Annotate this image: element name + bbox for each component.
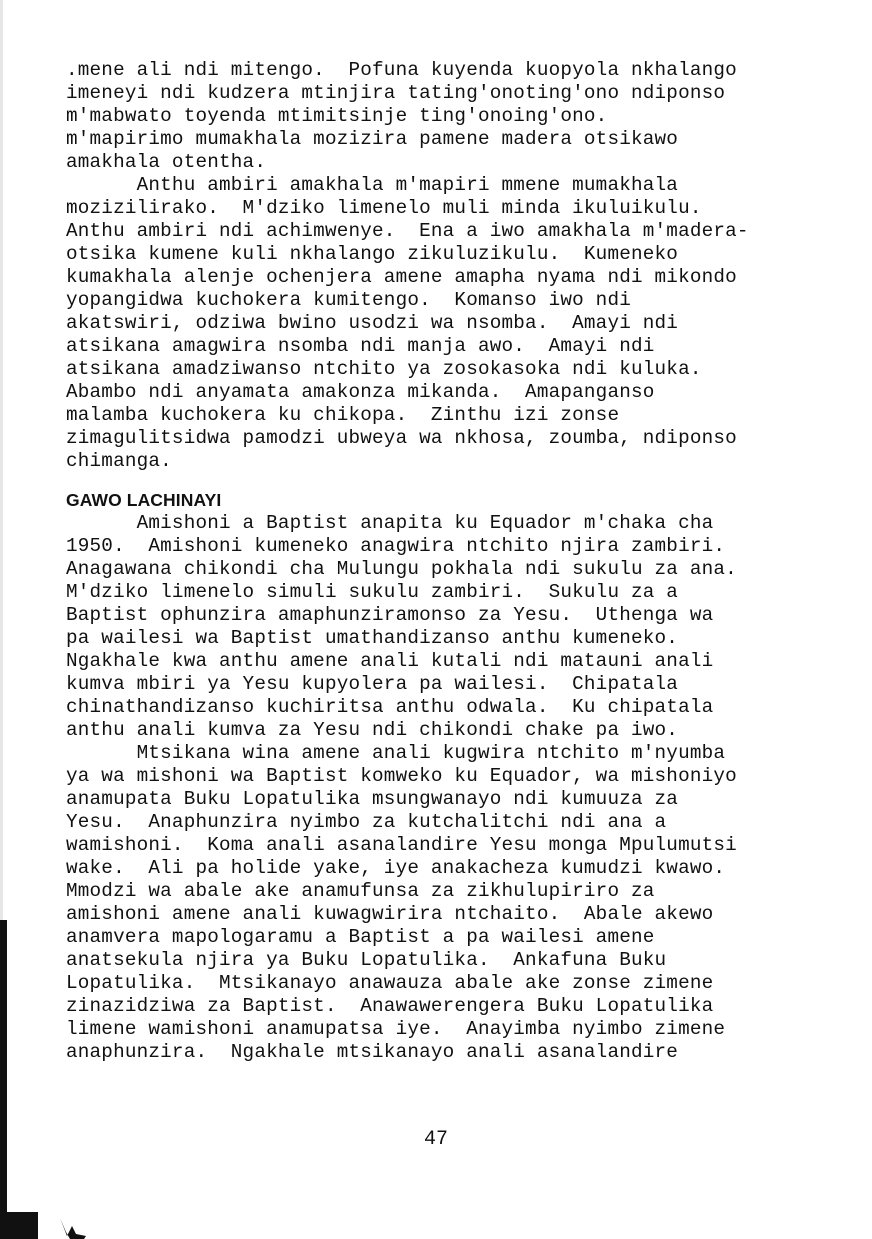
text-line: m'mabwato toyenda mtimitsinje ting'onoing'ono.	[66, 105, 608, 127]
text-block-section	[66, 489, 806, 1064]
text-line: kumakhala alenje ochenjera amene amapha nyama ndi mikondo	[66, 266, 737, 288]
text-line: Ngakhale kwa anthu amene anali kutali ndi matauni anali	[66, 650, 714, 672]
text-line: ya wa mishoni wa Baptist komweko ku Equador, wa mishoniyo	[66, 765, 737, 787]
scan-edge-dark	[0, 920, 7, 1239]
text-line: atsikana amadziwanso ntchito ya zosokasoka ndi kuluka.	[66, 358, 702, 380]
text-line: kumva mbiri ya Yesu kupyolera pa wailesi. Chipatala	[66, 673, 679, 695]
text-line: akatswiri, odziwa bwino usodzi wa nsomba. Amayi ndi	[66, 312, 679, 334]
text-line: limene wamishoni anamupatsa iye. Anayimba nyimbo zimene	[66, 1018, 726, 1040]
text-line: otsika kumene kuli nkhalango zikuluzikulu. Kumeneko	[66, 243, 679, 265]
text-line: yopangidwa kuchokera kumitengo. Komanso iwo ndi	[66, 289, 631, 311]
text-line: imeneyi ndi kudzera mtinjira tating'onoting'ono ndiponso	[66, 82, 726, 104]
text-line: mozizilirako. M'dziko limenelo muli minda ikuluikulu.	[66, 197, 702, 219]
text-line: Anthu ambiri ndi achimwenye. Ena a iwo amakhala m'madera-	[66, 220, 749, 242]
text-line: Anthu ambiri amakhala m'mapiri mmene mumakhala	[66, 174, 679, 196]
text-line: Amishoni a Baptist anapita ku Equador m'chaka cha	[66, 512, 714, 534]
text-line: chinathandizanso kuchiritsa anthu odwala. Ku chipatala	[66, 696, 714, 718]
text-line: 1950. Amishoni kumeneko anagwira ntchito njira zambiri.	[66, 535, 726, 557]
text-line: Baptist ophunzira amaphunziramonso za Yesu. Uthenga wa	[66, 604, 714, 626]
text-line: malamba kuchokera ku chikopa. Zinthu izi zonse	[66, 404, 620, 426]
text-line: amakhala otentha.	[66, 151, 267, 173]
scan-mark	[58, 1214, 88, 1239]
text-line: m'mapirimo mumakhala mozizira pamene madera otsikawo	[66, 128, 679, 150]
text-line: wake. Ali pa holide yake, iye anakacheza kumudzi kwawo.	[66, 857, 726, 879]
scan-edge-shadow	[0, 0, 3, 920]
text-line: atsikana amagwira nsomba ndi manja awo. Amayi ndi	[66, 335, 655, 357]
text-line: anamupata Buku Lopatulika msungwanayo ndi kumuuza za	[66, 788, 679, 810]
text-block-upper	[66, 59, 806, 473]
text-line: amishoni amene anali kuwagwirira ntchaito. Abale akewo	[66, 903, 714, 925]
text-line: anaphunzira. Ngakhale mtsikanayo anali asanalandire	[66, 1041, 679, 1063]
text-line: zimagulitsidwa pamodzi ubweya wa nkhosa, zoumba, ndiponso	[66, 427, 737, 449]
text-line: anatsekula njira ya Buku Lopatulika. Ankafuna Buku	[66, 949, 667, 971]
text-line: anamvera mapologaramu a Baptist a pa wailesi amene	[66, 926, 655, 948]
text-line: anthu anali kumva za Yesu ndi chikondi chake pa iwo.	[66, 719, 679, 741]
text-line: wamishoni. Koma anali asanalandire Yesu monga Mpulumutsi	[66, 834, 737, 856]
text-line: Yesu. Anaphunzira nyimbo za kutchalitchi ndi ana a	[66, 811, 667, 833]
text-line: Mtsikana wina amene anali kugwira ntchito m'nyumba	[66, 742, 726, 764]
text-line: M'dziko limenelo simuli sukulu zambiri. Sukulu za a	[66, 581, 679, 603]
text-line: .mene ali ndi mitengo. Pofuna kuyenda kuopyola nkhalango	[66, 59, 737, 81]
page-number: 47	[423, 1128, 448, 1151]
text-line: Mmodzi wa abale ake anamufunsa za zikhulupiriro za	[66, 880, 655, 902]
text-line: pa wailesi wa Baptist umathandizanso anthu kumeneko.	[66, 627, 679, 649]
text-line: Anagawana chikondi cha Mulungu pokhala ndi sukulu za ana.	[66, 558, 737, 580]
text-line: chimanga.	[66, 450, 172, 472]
section-heading: GAWO LACHINAYI	[66, 490, 222, 510]
text-line: Abambo ndi anyamata amakonza mikanda. Amapanganso	[66, 381, 655, 403]
text-line: Lopatulika. Mtsikanayo anawauza abale ake zonse zimene	[66, 972, 714, 994]
text-line: zinazidziwa za Baptist. Anawawerengera Buku Lopatulika	[66, 995, 714, 1017]
scan-corner-blob	[0, 1212, 38, 1239]
